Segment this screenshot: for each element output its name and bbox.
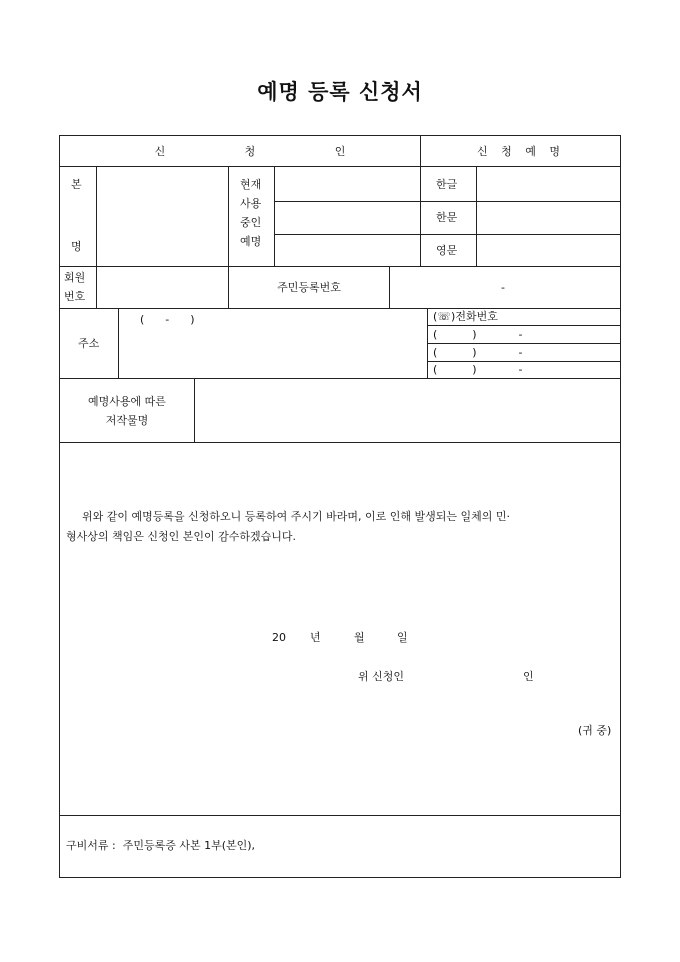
rule-statement xyxy=(59,442,621,443)
current-name-field-3[interactable] xyxy=(275,235,420,266)
phone-label: (☏)전화번호 xyxy=(433,310,498,323)
current-name-field-2[interactable] xyxy=(275,202,420,234)
name-label-2: 명 xyxy=(71,240,82,253)
signature-seal[interactable]: 인 xyxy=(523,670,534,683)
recipient: (귀 중) xyxy=(578,724,612,737)
resident-no-value[interactable]: - xyxy=(501,281,505,294)
current-names-label-3: 중인 xyxy=(240,216,262,229)
resident-no-label: 주민등록번호 xyxy=(277,281,341,294)
col-address-label xyxy=(118,308,119,378)
postal-code[interactable]: ( - ) xyxy=(140,313,195,326)
applicant-header: 신 청 인 xyxy=(154,145,384,158)
member-no-field[interactable] xyxy=(97,267,228,308)
rule-address xyxy=(59,308,621,309)
col-current-label xyxy=(228,166,229,266)
phone-row-2[interactable]: ( ) - xyxy=(433,346,523,359)
member-no-label-2: 번호 xyxy=(64,290,86,303)
rule-phone-1 xyxy=(427,325,621,326)
stage-name-hanja-field[interactable] xyxy=(477,202,621,234)
lang-label-hangul: 한글 xyxy=(436,178,458,191)
works-field[interactable] xyxy=(195,379,621,442)
stage-name-hangul-field[interactable] xyxy=(477,167,621,201)
stage-name-header: 신 청 예 명 xyxy=(477,145,565,158)
date-year[interactable]: 20 xyxy=(272,631,286,644)
rule-documents xyxy=(59,815,621,816)
current-names-label-2: 사용 xyxy=(240,197,262,210)
name-value[interactable] xyxy=(97,167,228,266)
name-label-1: 본 xyxy=(71,178,82,191)
col-phone xyxy=(427,308,428,378)
works-label-2: 저작물명 xyxy=(105,414,149,427)
statement-line-2: 형사상의 책임은 신청인 본인이 감수하겠습니다. xyxy=(66,530,297,543)
date-month-unit: 월 xyxy=(354,631,365,644)
lang-label-hanja: 한문 xyxy=(436,211,458,224)
member-no-label-1: 회원 xyxy=(64,271,86,284)
works-label-1: 예명사용에 따른 xyxy=(88,395,166,408)
lang-label-english: 영문 xyxy=(436,244,458,257)
current-name-field-1[interactable] xyxy=(275,167,420,201)
current-names-label-4: 예명 xyxy=(240,235,262,248)
phone-row-3[interactable]: ( ) - xyxy=(433,363,523,376)
col-resident-value xyxy=(389,266,390,308)
rule-phone-2 xyxy=(427,343,621,344)
current-names-label-1: 현재 xyxy=(240,178,262,191)
required-documents: 구비서류 : 주민등록증 사본 1부(본인), xyxy=(66,839,256,852)
form-title: 예명 등록 신청서 xyxy=(257,79,423,104)
date-day-unit: 일 xyxy=(397,631,408,644)
date-year-unit: 년 xyxy=(310,631,321,644)
signature-label: 위 신청인 xyxy=(358,670,405,683)
stage-name-english-field[interactable] xyxy=(477,235,621,266)
statement-line-1: 위와 같이 예명등록을 신청하오니 등록하여 주시기 바라며, 이로 인해 발생되는 일체의 민· xyxy=(82,510,510,523)
rule-phone-3 xyxy=(427,361,621,362)
phone-row-1[interactable]: ( ) - xyxy=(433,328,523,341)
address-label: 주소 xyxy=(78,337,100,350)
